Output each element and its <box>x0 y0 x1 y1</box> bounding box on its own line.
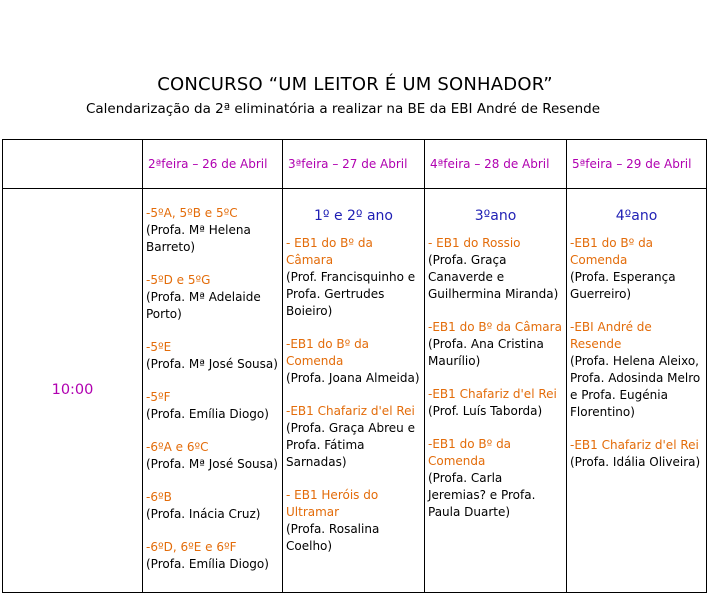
session-entry <box>570 437 703 471</box>
school-name: -EB1 do Bº da Comenda <box>428 437 512 468</box>
session-entry <box>286 403 421 471</box>
session-entry <box>428 386 563 420</box>
day-cell-monday <box>143 189 283 593</box>
day-cell-wednesday <box>425 189 567 593</box>
school-name: -6ºB <box>146 490 172 504</box>
grade-label: 4ºano <box>615 208 658 224</box>
teacher-name: (Profa. Rosalina Coelho) <box>286 522 380 553</box>
school-name: -EB1 do Bº da Comenda <box>286 337 370 368</box>
teacher-name: (Profa. Emília Diogo) <box>146 407 269 421</box>
schedule-row <box>3 189 707 593</box>
header-wednesday: 4ªfeira – 28 de Abril <box>425 140 567 189</box>
teacher-name: (Profa. Emília Diogo) <box>146 557 269 571</box>
grade-label: 1º e 2º ano <box>314 208 393 224</box>
time-cell: 10:00 <box>3 189 143 593</box>
session-entry <box>428 319 563 370</box>
session-entry <box>286 336 421 387</box>
school-name: -5ºD e 5ºG <box>146 273 211 287</box>
session-entry <box>570 235 703 303</box>
school-name: -EB1 Chafariz d'el Rei <box>286 404 415 418</box>
school-name: -6ºA e 6ºC <box>146 440 209 454</box>
session-entry <box>428 436 563 521</box>
school-name: -EBI André de Resende <box>570 320 652 351</box>
teacher-name: (Profa. Graça Abreu e Profa. Fátima Sarnadas) <box>286 421 415 469</box>
session-entry <box>570 319 703 421</box>
teacher-name: (Profa. Graça Canaverde e Guilhermina Miranda) <box>428 253 559 301</box>
session-entry <box>286 487 421 555</box>
teacher-name: (Profa. Helena Aleixo, Profa. Adosinda Melro e Profa. Eugénia Florentino) <box>570 354 701 419</box>
teacher-name: (Profa. Joana Almeida) <box>286 371 420 385</box>
session-entry <box>428 235 563 303</box>
school-name: -EB1 do Bº da Câmara <box>428 320 562 334</box>
school-name: -EB1 Chafariz d'el Rei <box>428 387 557 401</box>
header-monday: 2ªfeira – 26 de Abril <box>143 140 283 189</box>
teacher-name: (Profa. Mª Adelaide Porto) <box>146 290 261 321</box>
teacher-name: (Profa. Ana Cristina Maurílio) <box>428 337 544 368</box>
teacher-name: (Profa. Mª José Sousa) <box>146 357 278 371</box>
session-entry <box>286 235 421 320</box>
school-name: -EB1 Chafariz d'el Rei <box>570 438 699 452</box>
day-cell-tuesday <box>283 189 425 593</box>
document-title: CONCURSO “UM LEITOR É UM SONHADOR” <box>157 74 553 95</box>
document-subtitle: Calendarização da 2ª eliminatória a realizar na BE da EBI André de Resende <box>85 101 601 117</box>
day-cell-thursday <box>567 189 707 593</box>
grade-label: 3ºano <box>474 208 517 224</box>
teacher-name: (Profa. Carla Jeremias? e Profa. Paula Duarte) <box>428 471 536 519</box>
session-entry <box>146 439 279 473</box>
teacher-name: (Prof. Francisquinho e Profa. Gertrudes Boieiro) <box>286 270 416 318</box>
school-name: -5ºA, 5ºB e 5ºC <box>146 206 238 220</box>
session-entry <box>146 489 279 523</box>
session-entry <box>146 272 279 323</box>
teacher-name: (Prof. Luís Taborda) <box>428 404 543 418</box>
header-thursday: 5ªfeira – 29 de Abril <box>567 140 707 189</box>
session-entry <box>146 339 279 373</box>
teacher-name: (Profa. Mª Helena Barreto) <box>146 223 251 254</box>
school-name: - EB1 do Bº da Câmara <box>286 236 373 267</box>
school-name: -5ºF <box>146 390 171 404</box>
header-tuesday: 3ªfeira – 27 de Abril <box>283 140 425 189</box>
session-entry <box>146 389 279 423</box>
school-name: -EB1 do Bº da Comenda <box>570 236 654 267</box>
school-name: -5ºE <box>146 340 172 354</box>
teacher-name: (Profa. Esperança Guerreiro) <box>570 270 676 301</box>
schedule-table <box>2 139 707 593</box>
session-entry <box>146 539 279 573</box>
school-name: - EB1 Heróis do Ultramar <box>286 488 379 519</box>
header-row <box>3 140 707 189</box>
teacher-name: (Profa. Inácia Cruz) <box>146 507 261 521</box>
school-name: - EB1 do Rossio <box>428 236 521 250</box>
teacher-name: (Profa. Mª José Sousa) <box>146 457 278 471</box>
empty-corner-cell <box>3 140 143 189</box>
session-entry <box>146 205 279 256</box>
school-name: -6ºD, 6ºE e 6ºF <box>146 540 237 554</box>
teacher-name: (Profa. Idália Oliveira) <box>570 455 701 469</box>
